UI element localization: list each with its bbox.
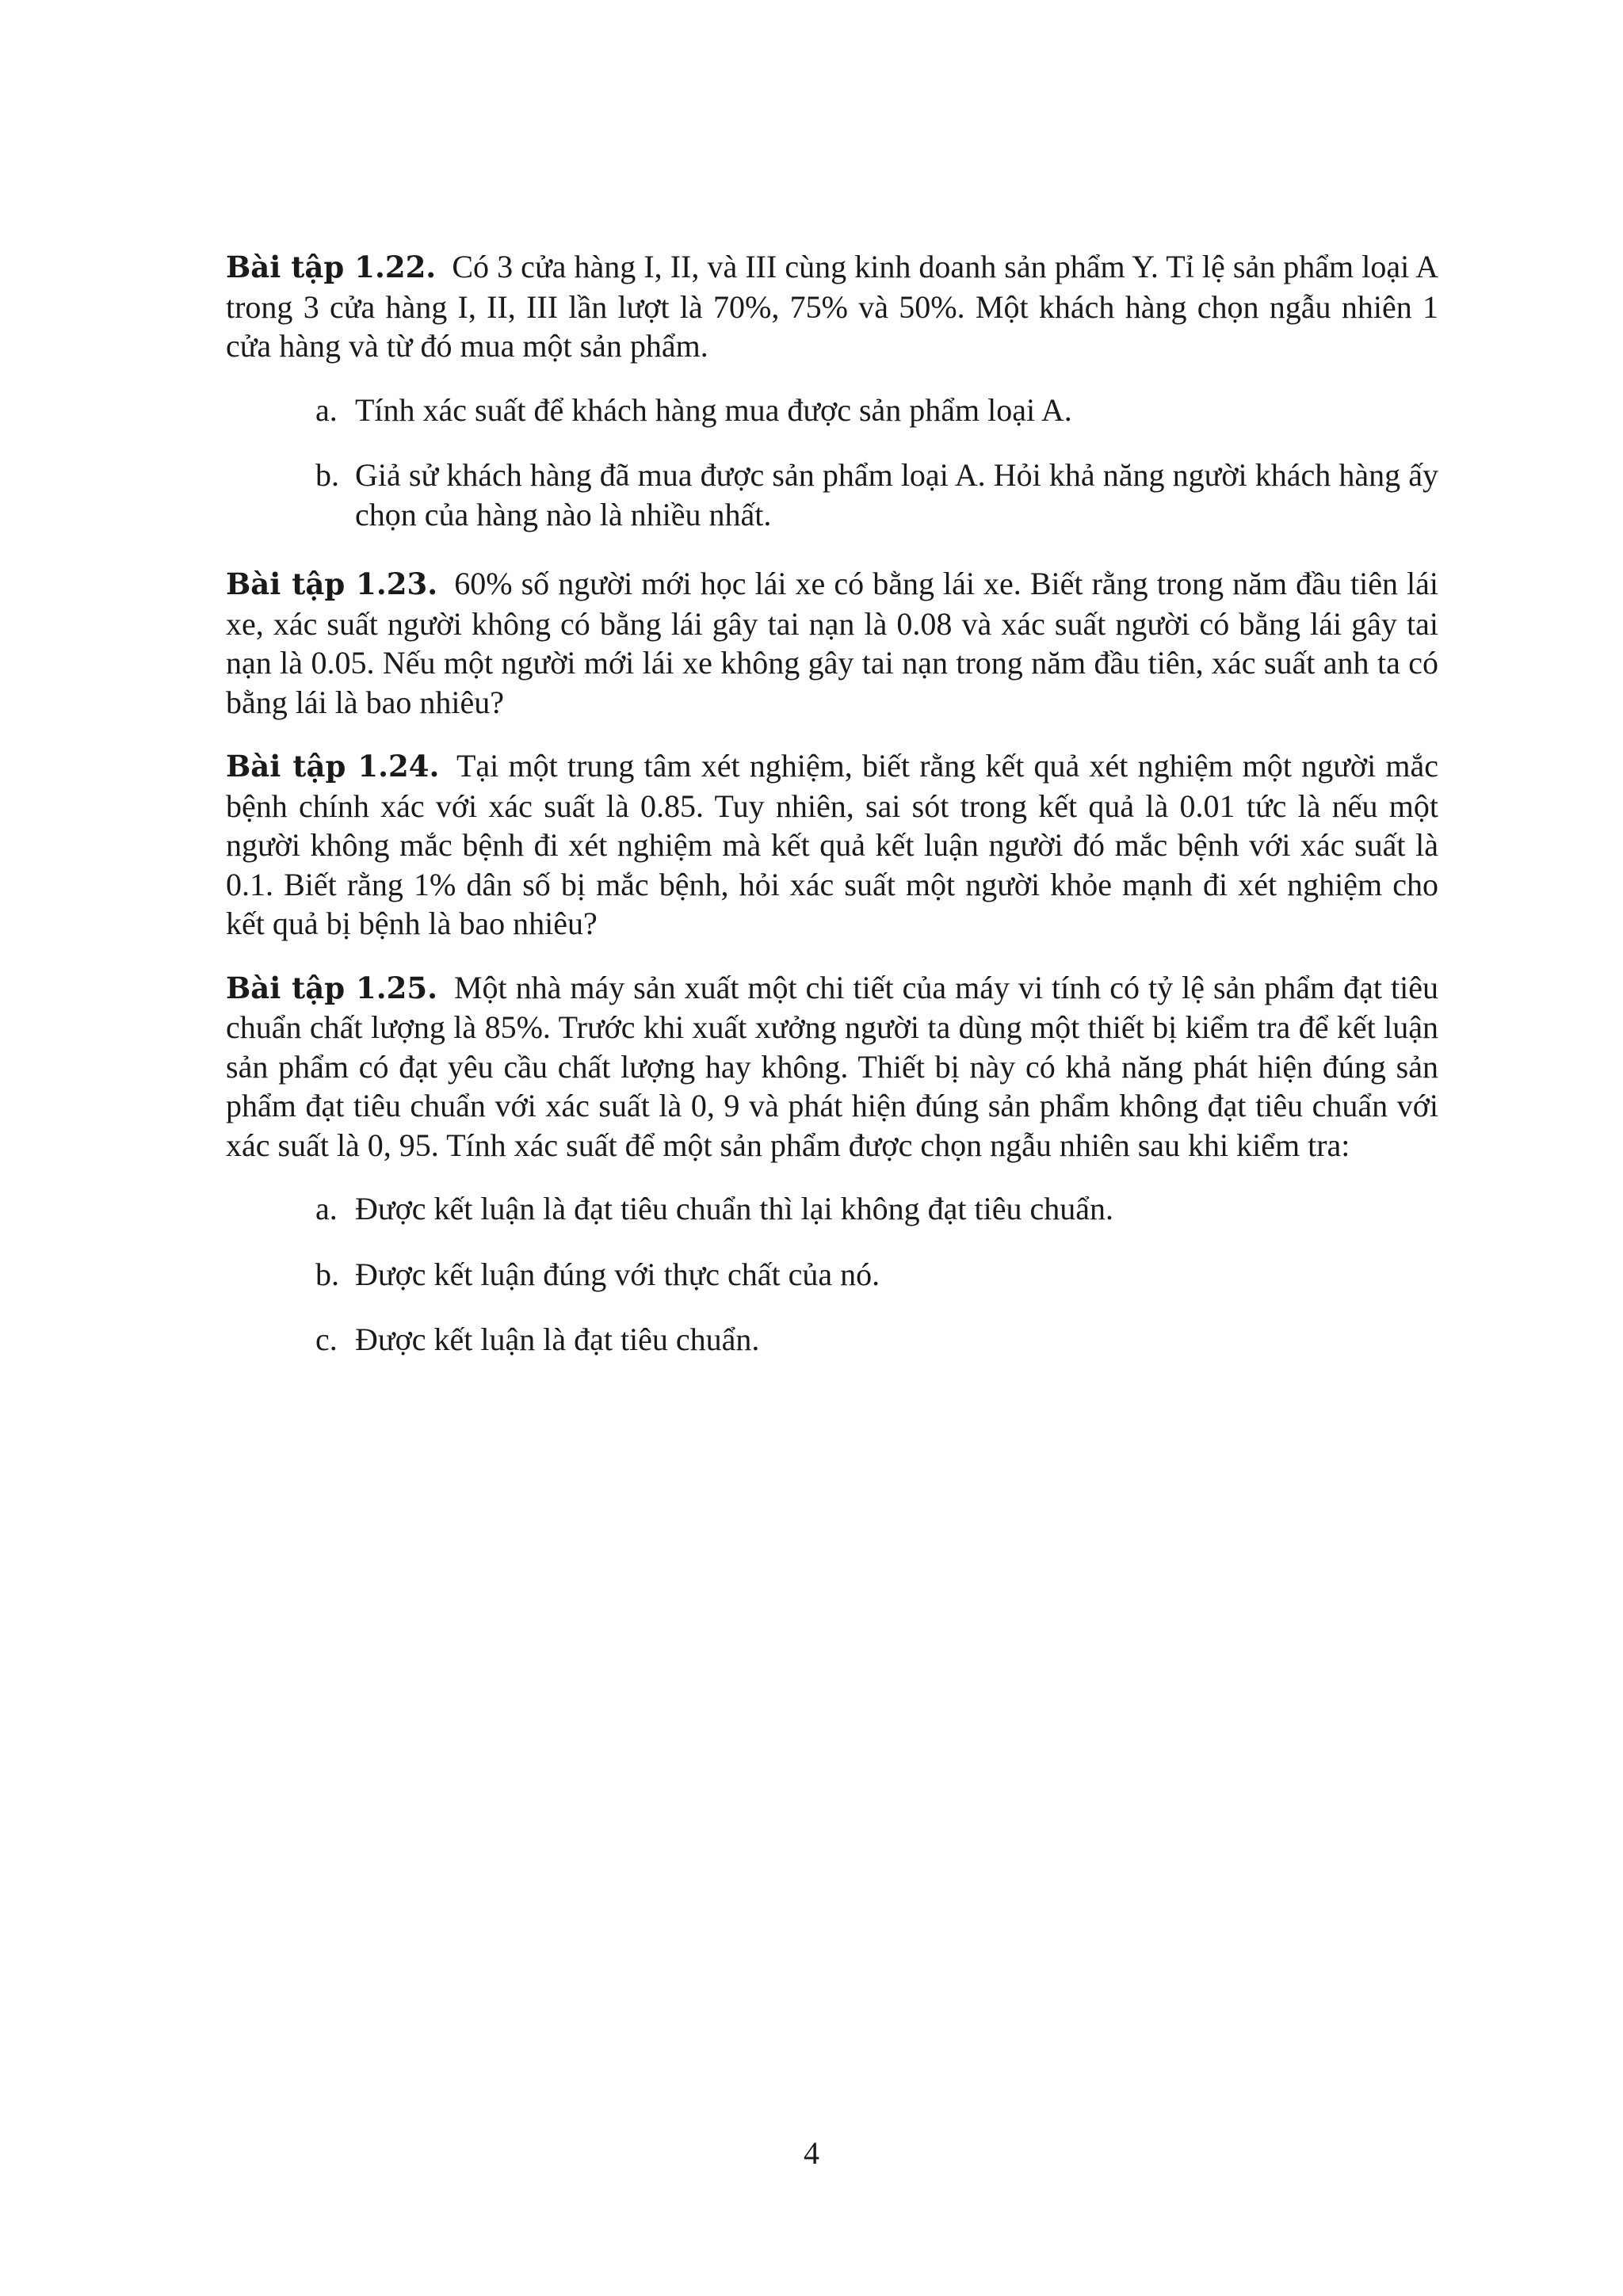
exercise-label: Bài tập 1.23.	[226, 566, 438, 601]
list-item	[315, 391, 1438, 430]
item-text: Giả sử khách hàng đã mua được sản phẩm loại A. Hỏi khả năng người khách hàng ấy chọn của hàng nào là nhiều nhất.	[355, 457, 1438, 532]
item-marker: a.	[315, 1191, 338, 1226]
item-text: Được kết luận đúng với thực chất của nó.	[355, 1256, 880, 1292]
item-marker: b.	[315, 1256, 339, 1292]
exercise-label: Bài tập 1.25.	[226, 970, 437, 1005]
item-text: Tính xác suất để khách hàng mua được sản phẩm loại A.	[355, 391, 1072, 428]
exercise-text: 60% số người mới học lái xe có bằng lái xe. Biết rằng trong năm đầu tiên lái xe, xác suất người không có bằng lái gây tai nạn là 0.08 và xác suất người có bằng lái gây tai nạn là 0.05. Nếu một người mới lái xe không gây tai nạn trong năm đầu tiên, xác suất anh ta có bằng lái là bao nhiêu?	[226, 566, 1439, 720]
page-number: 4	[804, 2135, 819, 2171]
item-marker: a.	[315, 391, 338, 428]
list-item	[315, 456, 1438, 534]
list-item	[315, 1320, 1438, 1360]
exercise-1-22	[226, 247, 1438, 366]
item-text: Được kết luận là đạt tiêu chuẩn.	[355, 1322, 760, 1357]
list-item	[315, 1255, 1438, 1295]
item-marker: b.	[315, 457, 339, 493]
exercise-1-22-items	[226, 391, 1438, 535]
exercise-text: Có 3 cửa hàng I, II, và III cùng kinh doanh sản phẩm Y. Tỉ lệ sản phẩm loại A trong 3 cửa hàng I, II, III lần lượt là 70%, 75% và 50%. Một khách hàng chọn ngẫu nhiên 1 cửa hàng và từ đó mua một sản phẩm.	[226, 249, 1439, 364]
exercise-text: Tại một trung tâm xét nghiệm, biết rằng kết quả xét nghiệm một người mắc bệnh chính xác với xác suất là 0.85. Tuy nhiên, sai sót trong kết quả là 0.01 tức là nếu một người không mắc bệnh đi xét nghiệm mà kết quả kết luận người đó mắc bệnh với xác suất là 0.1. Biết rằng 1% dân số bị mắc bệnh, hỏi xác suất một người khỏe mạnh đi xét nghiệm cho kết quả bị bệnh là bao nhiêu?	[226, 748, 1439, 941]
exercise-1-25-items	[226, 1189, 1438, 1360]
item-text: Được kết luận là đạt tiêu chuẩn thì lại không đạt tiêu chuẩn.	[355, 1191, 1113, 1226]
exercise-text: Một nhà máy sản xuất một chi tiết của máy vi tính có tỷ lệ sản phẩm đạt tiêu chuẩn chất lượng là 85%. Trước khi xuất xưởng người ta dùng một thiết bị kiểm tra để kết luận sản phẩm có đạt yêu cầu chất lượng hay không. Thiết bị này có khả năng phát hiện đúng sản phẩm đạt tiêu chuẩn với xác suất là 0, 9 và phát hiện đúng sản phẩm không đạt tiêu chuẩn với xác suất là 0, 95. Tính xác suất để một sản phẩm được chọn ngẫu nhiên sau khi kiểm tra:	[226, 969, 1438, 1163]
exercise-label: Bài tập 1.24.	[226, 749, 440, 784]
page-content	[226, 247, 1438, 1390]
exercise-label: Bài tập 1.22.	[226, 250, 437, 284]
item-marker: c.	[315, 1322, 338, 1357]
exercise-1-23	[226, 564, 1438, 722]
exercise-1-24	[226, 746, 1438, 944]
list-item	[315, 1189, 1438, 1229]
exercise-1-25	[226, 968, 1438, 1165]
